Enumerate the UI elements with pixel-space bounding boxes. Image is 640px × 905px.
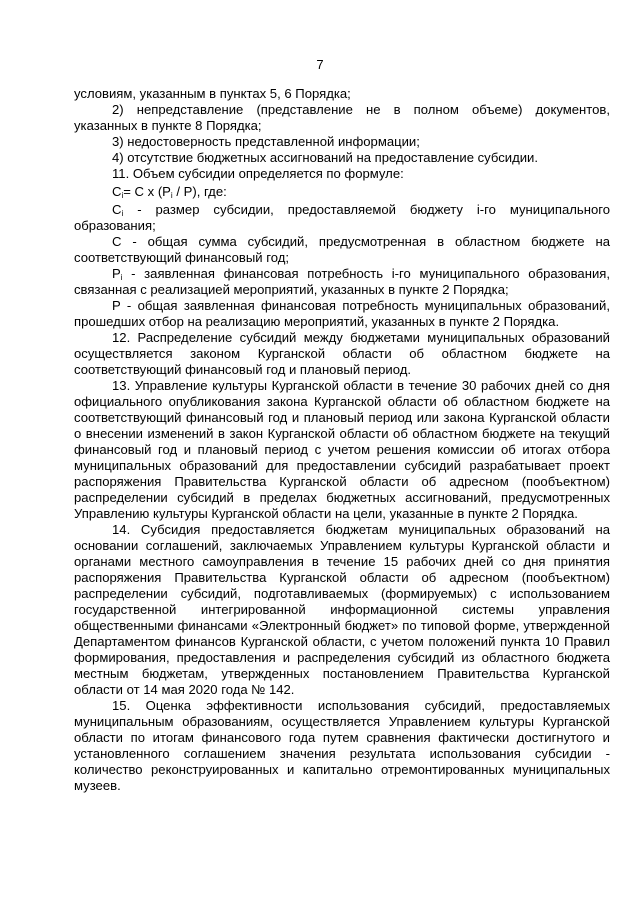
paragraph-continuation: условиям, указанным в пунктах 5, 6 Порядка; [74, 86, 351, 101]
definition-ci [74, 202, 610, 234]
paragraph-point-13: 13. Управление культуры Курганской области в течение 30 рабочих дней со дня официального опубликования закона Курганской области об областном бюджете на соответствующий финансовый год и плановый период или закона Курганской области о внесении изменений в закон Курганской области об областном бюджете на текущий финансовый год и плановый период с учетом решения комиссии об итогах отбора муниципальных образований для предоставлении субсидий разрабатывает проект распоряжения Правительства Курганской области об адресном (пообъектном) распределении субсидий в пределах бюджетных ассигнований, предусмотренных Управлению культуры Курганской области на цели, указанные в пункте 2 Порядка. [74, 378, 610, 521]
paragraph-point-15: 15. Оценка эффективности использования субсидий, предоставляемых муниципальным образованиям, осуществляется Управлением культуры Курганской области по итогам финансового года путем сравнения фактически достигнутого и установленного соглашением значения результата использования субсидии - количество реконструированных и капитально отремонтированных муниципальных музеев. [74, 698, 610, 793]
formula-eq: = C x (P [123, 184, 171, 199]
document-body [74, 86, 610, 794]
formula-p-subscript: i [170, 191, 173, 200]
definition-symbol: C [112, 202, 122, 217]
definition-p: P - общая заявленная финансовая потребность муниципальных образований, прошедших отбор на реализацию мероприятий, указанных в пункте 2 Порядка. [74, 298, 610, 329]
paragraph-point-14: 14. Субсидия предоставляется бюджетам муниципальных образований на основании соглашений, заключаемых Управлением культуры Курганской области и органами местного самоуправления в течение 15 рабочих дней со дня принятия распоряжения Правительства Курганской области об адресном (пообъектном) распределении субсидий, подготавливаемых (формируемых) с использованием государственной интегрированной информационной системы управления общественными финансами «Электронный бюджет» по типовой форме, утвержденной Департаментом финансов Курганской области, с учетом положений пункта 10 Правил формирования, предоставления и распределения субсидий из областного бюджета местным бюджетам, утвержденных постановлением Правительства Курганской области от 14 мая 2020 года № 142. [74, 522, 610, 697]
paragraph-point-12: 12. Распределение субсидий между бюджетами муниципальных образований осуществляется законом Курганской области об областном бюджете на соответствующий финансовый год и плановый период. [74, 330, 610, 377]
definition-c: C - общая сумма субсидий, предусмотренная в областном бюджете на соответствующий финансовый год; [74, 234, 610, 265]
definition-text: - размер субсидии, предоставляемой бюджету i-го муниципального образования; [74, 202, 610, 233]
subsidy-formula [74, 184, 610, 200]
definition-symbol: P [112, 266, 121, 281]
definition-pi [74, 266, 610, 298]
page-number: 7 [316, 57, 324, 72]
paragraph-item-3: 3) недостоверность представленной информации; [112, 134, 420, 149]
formula-lhs: C [112, 184, 122, 199]
paragraph-item-2: 2) непредставление (представление не в полном объеме) документов, указанных в пункте 8 Порядка; [74, 102, 610, 133]
definition-subscript: i [121, 209, 124, 218]
formula-lhs-subscript: i [121, 191, 124, 200]
paragraph-point-11: 11. Объем субсидии определяется по формуле: [112, 166, 404, 181]
definition-subscript: i [120, 273, 123, 282]
paragraph-item-4: 4) отсутствие бюджетных ассигнований на предоставление субсидии. [112, 150, 538, 165]
definition-text: - заявленная финансовая потребность i-го муниципального образования, связанная с реализацией мероприятий, указанных в пункте 2 Порядка; [74, 266, 610, 297]
formula-tail: / P), где: [172, 184, 227, 199]
